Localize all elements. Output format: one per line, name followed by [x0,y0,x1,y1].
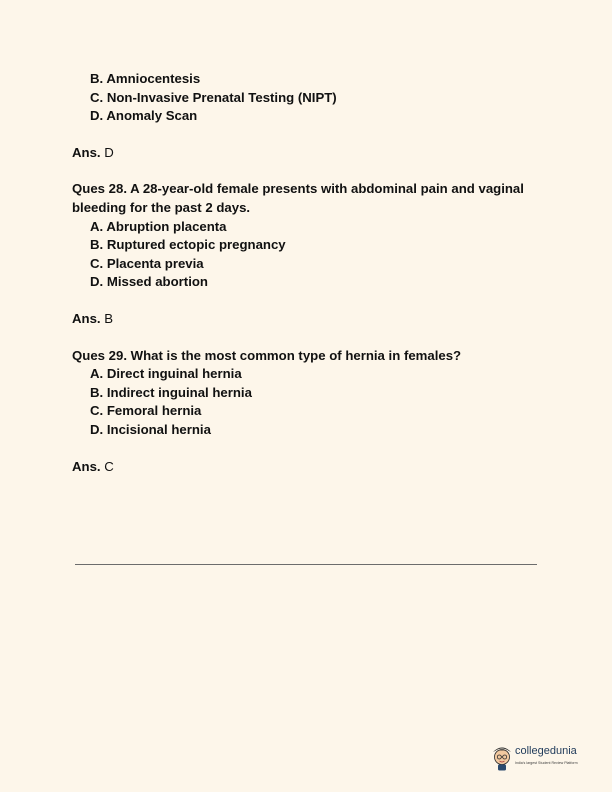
brand-name: collegedunia [515,745,577,757]
option: B. Amniocentesis [90,71,201,86]
option: D. Incisional hernia [90,421,211,437]
question-28: Ques 28. A 28-year-old female presents with abdominal pain and vaginal bleeding for the past 2 days. [72,181,524,215]
option: C. Femoral hernia [90,403,202,419]
divider [75,564,537,565]
brand-logo [490,742,594,776]
question-29: Ques 29. What is the most common type of hernia in females? [72,347,462,363]
answer-value: D [104,144,114,160]
option: B. Ruptured ectopic pregnancy [90,237,286,253]
answer [72,458,542,477]
answer-value: B [104,310,114,326]
option: D. Anomaly Scan [90,108,198,124]
answer-value: C [104,458,114,474]
answer [72,144,542,163]
brand-tagline: India's largest Student Review Platform [515,761,578,765]
answer [72,310,542,329]
option: C. Non-Invasive Prenatal Testing (NIPT) [90,89,337,105]
mascot-icon [490,742,514,772]
answer-label: Ans. [72,144,101,160]
option: C. Placenta previa [90,255,204,271]
option: A. Direct inguinal hernia [90,366,242,382]
option: A. Abruption placenta [90,218,227,234]
answer-label: Ans. [72,458,101,474]
answer-label: Ans. [72,310,101,326]
option: D. Missed abortion [90,274,208,290]
option: B. Indirect inguinal hernia [90,384,252,400]
page-content [72,70,542,494]
